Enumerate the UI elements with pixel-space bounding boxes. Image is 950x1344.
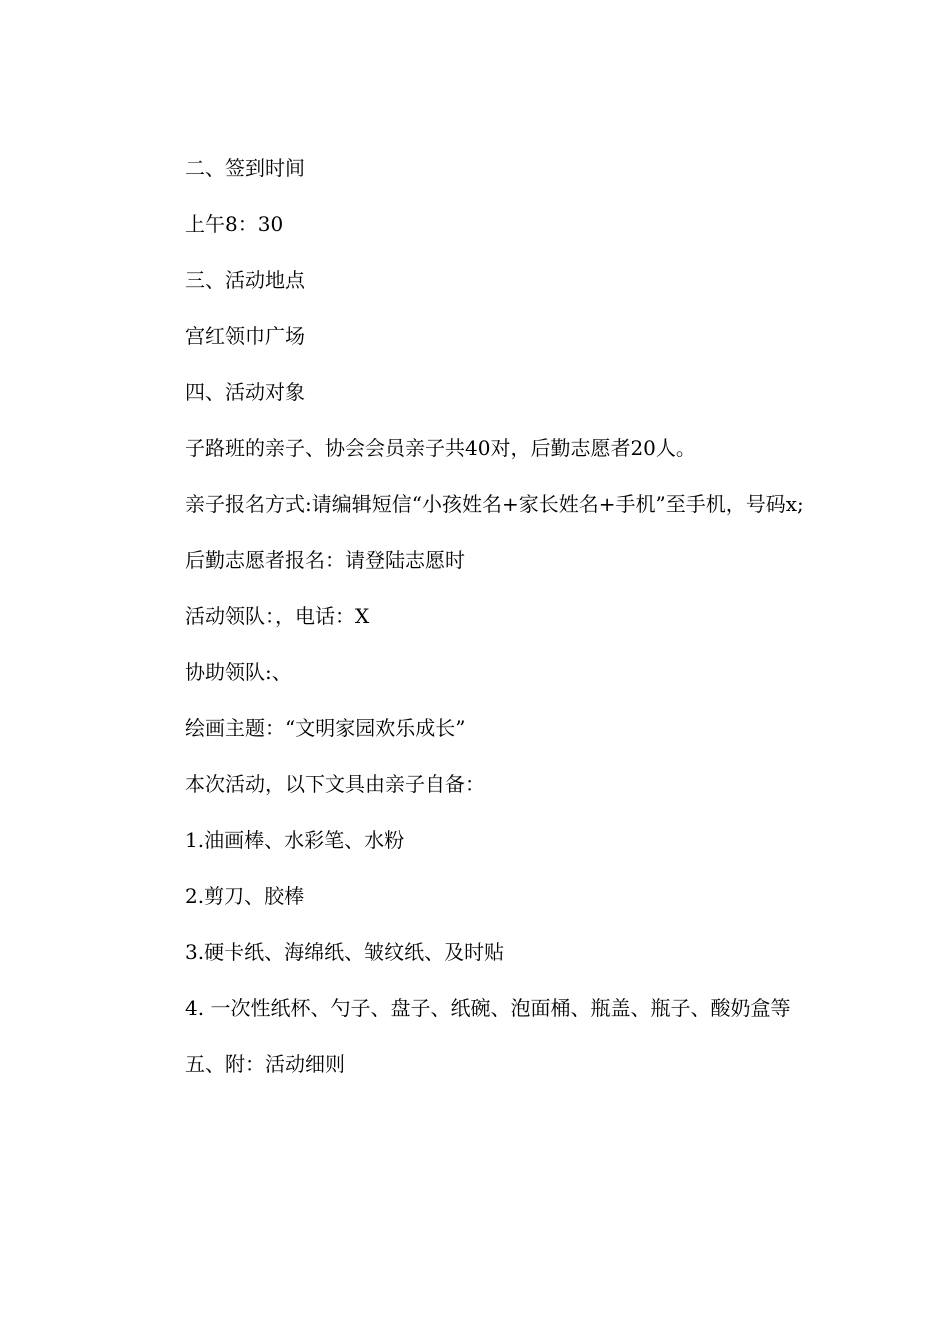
document-body xyxy=(143,140,813,1092)
volunteer-registration: 后勤志愿者报名：请登陆志愿时 xyxy=(185,548,465,572)
location-value: 宫红领巾广场 xyxy=(185,324,305,348)
section-heading-location: 三、活动地点 xyxy=(185,268,305,292)
assistant-leader: 协助领队:、 xyxy=(185,660,292,684)
supply-item-1: 1.油画棒、水彩笔、水粉 xyxy=(185,828,405,852)
section-heading-appendix: 五、附：活动细则 xyxy=(185,1052,345,1076)
participants-value: 子路班的亲子、协会会员亲子共40对，后勤志愿者20人。 xyxy=(185,436,696,460)
supply-item-4: 4. 一次性纸杯、勺子、盘子、纸碗、泡面桶、瓶盖、瓶子、酸奶盒等 xyxy=(185,996,791,1020)
family-registration-method: 亲子报名方式:请编辑短信“小孩姓名+家长姓名+手机”至手机，号码x; xyxy=(185,492,804,516)
supplies-intro: 本次活动，以下文具由亲子自备： xyxy=(185,772,485,796)
supply-item-2: 2.剪刀、胶棒 xyxy=(185,884,305,908)
section-heading-participants: 四、活动对象 xyxy=(185,380,305,404)
sign-in-time-value: 上午8：30 xyxy=(185,212,284,236)
painting-theme: 绘画主题：“文明家园欢乐成长” xyxy=(185,716,466,740)
supply-item-3: 3.硬卡纸、海绵纸、皱纹纸、及时贴 xyxy=(185,940,505,964)
section-heading-sign-in-time: 二、签到时间 xyxy=(185,156,305,180)
team-leader-contact: 活动领队：，电话：X xyxy=(185,604,370,628)
